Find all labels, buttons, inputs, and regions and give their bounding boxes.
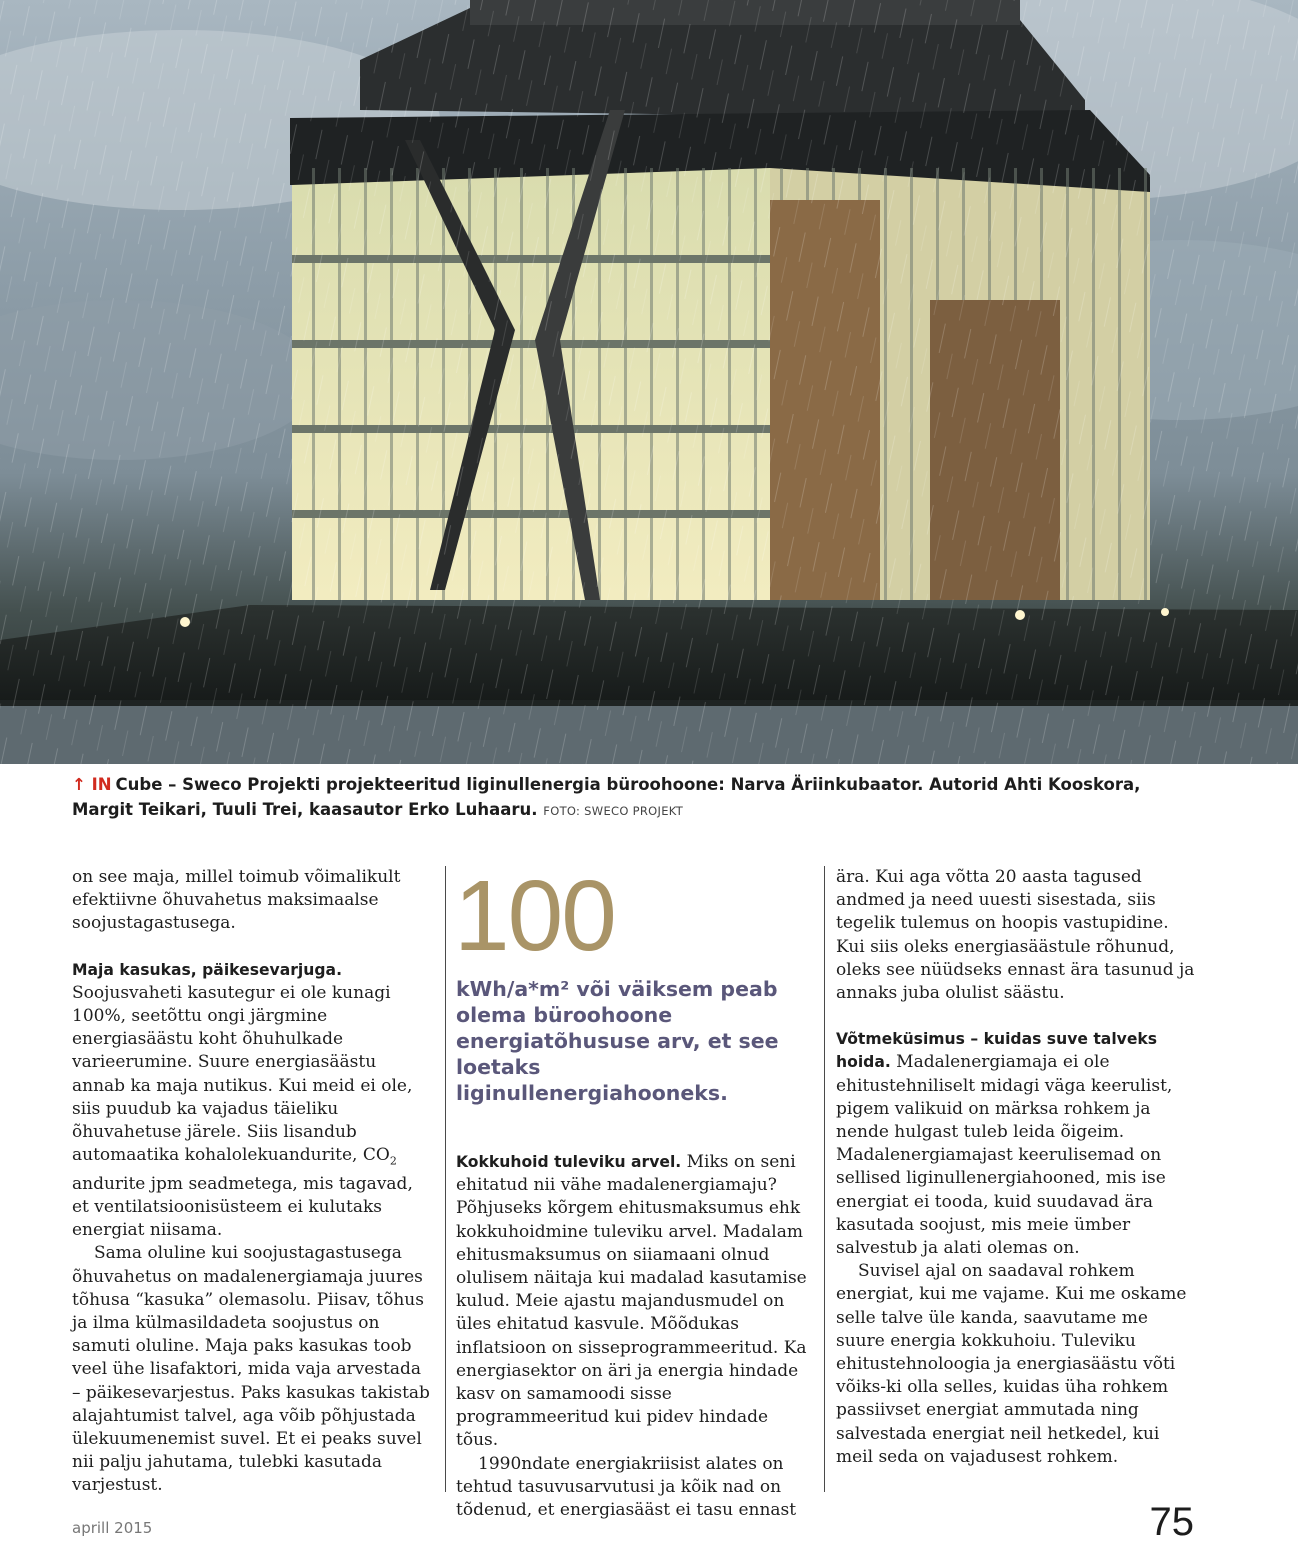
building-photo	[0, 0, 1298, 764]
co2-subscript: 2	[389, 1154, 397, 1168]
arrow-up-icon: ↑	[72, 775, 86, 794]
caption-text: Cube – Sweco Projekti projekteeritud liginullenergia büroohoone: Narva Äriinkubaator. Autorid Ahti Kooskora, Margit Teikari, Tuuli Trei, kaasautor Erko Luhaaru.	[72, 775, 1141, 819]
subheading: Võtmeküsimus – kuidas suve talveks hoida.	[836, 1030, 1158, 1072]
subheading: Maja kasukas, päikesevarjuga.	[72, 960, 342, 979]
paragraph-with-subhead: Võtmeküsimus – kuidas suve talveks hoida. Madalenergiamaja ei ole ehitustehniliselt midagi väga keerulist, pigem valikuid on märksa rohkem ja nende hulgast tuleb leida õigeim. Madalenergiamajast keerulisemad on sellised liginullenergiahooned, mis ise energiat ei tooda, kuid suudavad ära kasutada soojust, mis meie ümber salvestub ja alati olemas on.	[836, 1030, 1173, 1259]
article-column-3	[836, 866, 1198, 1469]
pull-quote-number: 100	[454, 860, 615, 972]
column-divider-1	[445, 866, 446, 1492]
paragraph: ära. Kui aga võtta 20 aasta tagused andmed ja need uuesti sisestada, siis tegelik tulemus on hoopis vastupidine. Kui siis oleks energiasäästule rõhunud, oleks see nüüdseks ennast ära tasunud ja annaks juba olulist säästu.	[836, 867, 1195, 1004]
caption-tag: IN	[91, 775, 112, 794]
paragraph-with-subhead: Kokkuhoid tuleviku arvel. Miks on seni ehitatud nii vähe madalenergiamaju? Põhjuseks kõrgem ehitusmaksumus ehk kokkuhoidmine tuleviku arvel. Madalam ehitusmaksumus on siiamaani olnud olulisem näitaja kui madalad kasutamise kulud. Meie ajastu majandusmudel on üles ehitatud kasvule. Mõõdukas inflatsioon on sisseprogrammeeritud. Ka energiasektor on äri ja energia hindade kasv on samamoodi sisse programmeeritud kui pidev hindade tõus.	[456, 1152, 807, 1451]
subheading: Kokkuhoid tuleviku arvel.	[456, 1153, 682, 1171]
paragraph-with-subhead: Maja kasukas, päikesevarjuga. Soojusvaheti kasutegur ei ole kunagi 100%, seetõttu ongi järgmine energiasäästu koht õhuhulkade varieerumine. Suure energiasäästu annab ka maja nutikus. Kui meid ei ole, siis puudub ka vajadus täieliku õhuvahetuse järele. Siis lisandub automaatika kohalolekuandurite, $CO_2$ andurite jpm seadmetega, mis tagavad, et ventilatsioonisüsteem ei kulutaks energiat niisama.	[72, 960, 413, 1241]
pull-quote-text: kWh/a*m² või väiksem peab olema büroohoone energiatõhususe arv, et see loetaks liginullenergiahooneks.	[456, 977, 779, 1105]
article-column-2	[454, 860, 811, 1522]
building-illustration	[0, 0, 1298, 764]
page-number: 75	[1149, 1500, 1194, 1544]
article-column-1	[72, 866, 434, 1498]
photo-caption	[72, 772, 1192, 824]
issue-date: aprill 2015	[72, 1519, 153, 1537]
photo-credit: FOTO: SWECO PROJEKT	[543, 804, 684, 818]
paragraph: 1990ndate energiakriisist alates on tehtud tasuvusarvutusi ja kõik nad on tõdenud, et energiasääst ei tasu ennast	[456, 1453, 797, 1521]
paragraph: Sama oluline kui soojustagastusega õhuvahetus on madalenergiamaja juures tõhusa “kasuka” olemasolu. Piisav, tõhus ja ilma külmasildadeta soojustus on samuti oluline. Maja paks kasukas toob veel ühe lisafaktori, mida vaja arvestada – päikesevarjestus. Paks kasukas takistab alajahtumist talvel, aga võib põhjustada ülekuumenemist suvel. Et ei peaks suvel nii palju jahutama, tulebki kasutada varjestust.	[72, 1243, 430, 1496]
paragraph: Suvisel ajal on saadaval rohkem energiat, kui me vajame. Kui me oskame selle talve üle kanda, saavutame me suure energia kokkuhoiu. Tuleviku ehitustehnoloogia ja energiasäästu võti võiks-ki olla selles, kuidas üha rohkem passiivset energiat ammutada ning salvestada energiat neil hetkedel, kui meil seda on vajadusest rohkem.	[836, 1261, 1187, 1467]
column-divider-2	[824, 866, 825, 1492]
paragraph: on see maja, millel toimub võimalikult efektiivne õhuvahetus maksimaalse soojustagastusega.	[72, 867, 401, 934]
